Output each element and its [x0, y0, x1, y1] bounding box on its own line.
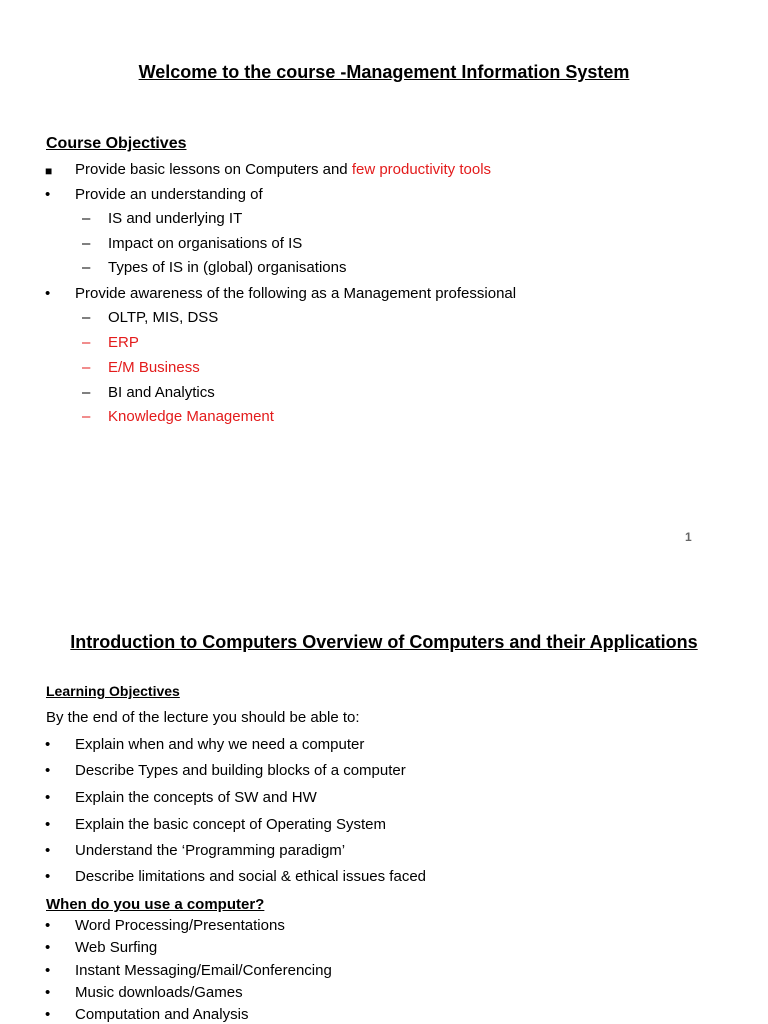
course-objectives-heading: Course Objectives: [46, 135, 187, 152]
objective-text: Provide basic lessons on Computers and: [75, 161, 352, 178]
dot-bullet-icon: •: [45, 939, 51, 956]
dot-bullet-icon: •: [45, 917, 51, 934]
dash-bullet-icon: –: [82, 408, 91, 425]
learning-objective-item: [45, 816, 387, 834]
learning-objective-text: Explain the basic concept of Operating System: [75, 816, 387, 833]
slide-2-title: Introduction to Computers Overview of Computers and their Applications: [70, 632, 698, 652]
slide-1-title: Welcome to the course -Management Information System: [138, 62, 630, 82]
sub-item-text: OLTP, MIS, DSS: [108, 309, 219, 326]
use-text: Word Processing/Presentations: [75, 917, 285, 934]
dot-bullet-icon: •: [45, 868, 51, 885]
dot-bullet-icon: •: [45, 842, 51, 859]
dash-bullet-icon: –: [82, 259, 91, 276]
sub-item-text: Types of IS in (global) organisations: [108, 259, 347, 276]
sub-item: [82, 309, 219, 327]
square-bullet-icon: ■: [45, 164, 53, 178]
use-item: [45, 1006, 249, 1024]
objective-text: Provide awareness of the following as a Management professional: [75, 285, 517, 302]
learning-objective-text: Explain when and why we need a computer: [75, 736, 365, 753]
dash-bullet-icon: –: [82, 384, 91, 401]
dot-bullet-icon: •: [45, 736, 51, 753]
sub-item: [82, 334, 139, 352]
sub-item-text: IS and underlying IT: [108, 210, 243, 227]
use-item: [45, 962, 332, 980]
learning-objective-item: [45, 736, 365, 754]
dash-bullet-icon: –: [82, 334, 91, 351]
use-text: Music downloads/Games: [75, 984, 243, 1001]
slide-2: [0, 580, 768, 1024]
sub-item: [82, 359, 200, 377]
learning-objective-text: Explain the concepts of SW and HW: [75, 789, 317, 806]
intro-text: By the end of the lecture you should be able to:: [46, 709, 360, 726]
use-item: [45, 917, 285, 935]
dash-bullet-icon: –: [82, 309, 91, 326]
dash-bullet-icon: –: [82, 359, 91, 376]
sub-item: [82, 384, 215, 402]
dash-bullet-icon: –: [82, 210, 91, 227]
page-number: 1: [685, 530, 692, 544]
learning-objective-text: Understand the ‘Programming paradigm’: [75, 842, 346, 859]
dot-bullet-icon: •: [45, 789, 51, 806]
learning-objective-item: [45, 868, 426, 886]
learning-objective-item: [45, 762, 406, 780]
sub-item-text: Knowledge Management: [108, 408, 274, 425]
dot-bullet-icon: •: [45, 962, 51, 979]
sub-item-text: E/M Business: [108, 359, 200, 376]
dot-bullet-icon: •: [45, 762, 51, 779]
learning-objective-text: Describe limitations and social & ethical issues faced: [75, 868, 426, 885]
objective-item: [45, 186, 263, 204]
sub-item: [82, 235, 303, 253]
sub-item: [82, 408, 274, 426]
objective-item: [45, 285, 517, 303]
dot-bullet-icon: •: [45, 1006, 51, 1023]
use-text: Web Surfing: [75, 939, 158, 956]
sub-item: [82, 210, 243, 228]
learning-objectives-heading: Learning Objectives: [46, 683, 180, 699]
objective-item: [45, 161, 492, 179]
sub-item-text: BI and Analytics: [108, 384, 215, 401]
learning-objective-item: [45, 842, 346, 860]
dot-bullet-icon: •: [45, 285, 51, 302]
use-item: [45, 984, 243, 1002]
objective-highlight: few productivity tools: [351, 161, 492, 178]
dash-bullet-icon: –: [82, 235, 91, 252]
use-text: Computation and Analysis: [75, 1006, 249, 1023]
learning-objective-item: [45, 789, 317, 807]
use-text: Instant Messaging/Email/Conferencing: [75, 962, 332, 979]
objective-text: Provide an understanding of: [75, 186, 263, 203]
use-item: [45, 939, 158, 957]
sub-item-text: ERP: [108, 334, 139, 351]
learning-objective-text: Describe Types and building blocks of a computer: [75, 762, 406, 779]
computer-use-heading: When do you use a computer?: [46, 896, 265, 913]
dot-bullet-icon: •: [45, 816, 51, 833]
sub-item: [82, 259, 347, 277]
dot-bullet-icon: •: [45, 186, 51, 203]
sub-item-text: Impact on organisations of IS: [108, 235, 303, 252]
dot-bullet-icon: •: [45, 984, 51, 1001]
